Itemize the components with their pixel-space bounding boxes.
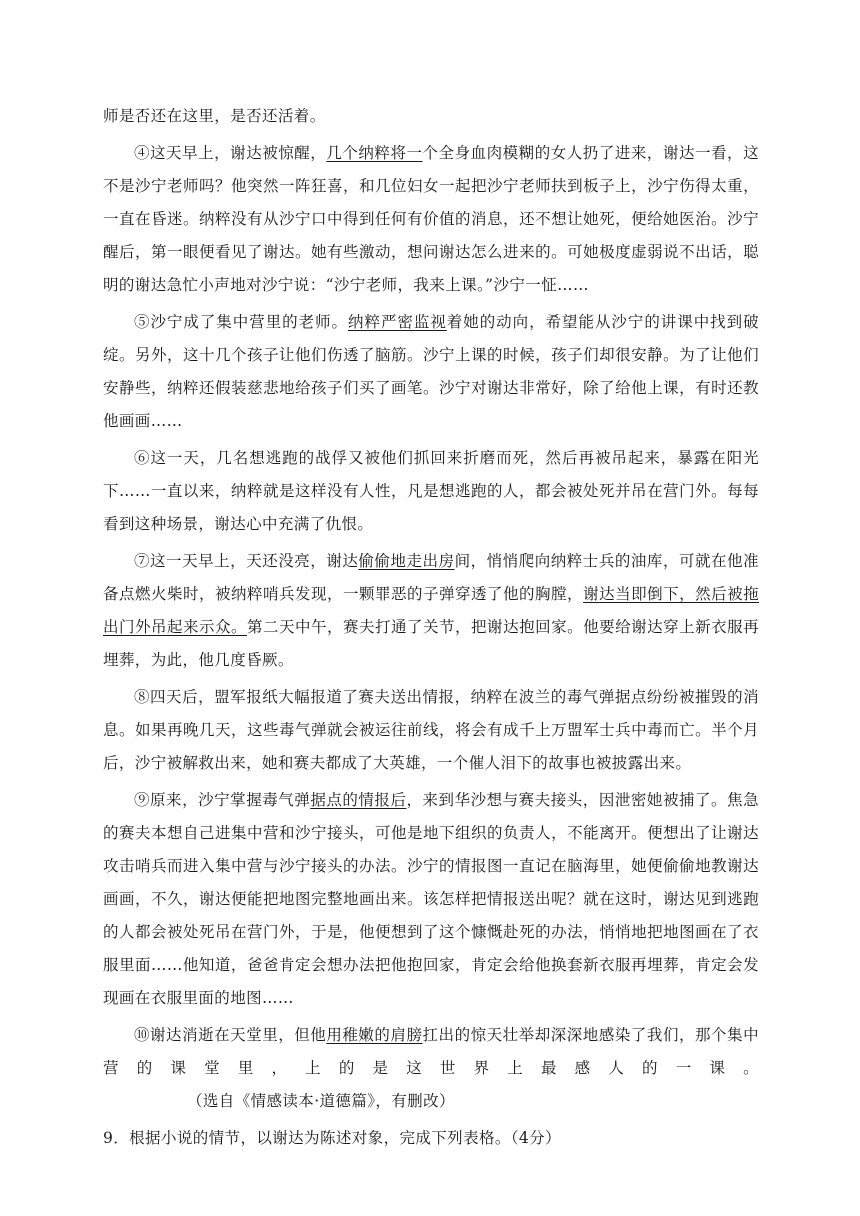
- underlined-phrase: 几个纳粹将一: [326, 144, 423, 162]
- underlined-phrase: 纳粹严密监视: [348, 313, 447, 331]
- text-segment: ⑧四天后，盟军报纸大幅报道了赛夫送出情报，纳粹在波兰的毒气弹据点纷纷被摧毁的消息。如果再晚几天，这些毒气弹就会被运往前线，将会有成千上万盟军士兵中毒而亡。半个月后，沙宁被解救出来，她和赛夫都成了大英雄，一个催人泪下的故事也被披露出来。: [103, 688, 759, 772]
- passage: [103, 100, 759, 1118]
- text-segment: 着她的动向，希望能从沙宁的讲课中找到破绽。另外，这十几个孩子让他们伤透了脑筋。沙宁上课的时候，孩子们却很安静。为了让他们安静些，纳粹还假装慈悲地给孩子们买了画笔。沙宁对谢达非常好，除了给他上课，有时还教他画画……: [103, 313, 760, 430]
- paragraph-p6: [103, 442, 759, 541]
- text-segment: ⑩谢达消逝在天堂里，但他: [134, 1026, 327, 1044]
- text-segment: ⑦这一天早上，天还没亮，谢达: [134, 552, 359, 570]
- text-segment: 第二天中午，赛夫打通了关节，把谢达抱回家。他要给谢达穿上新衣服再埋葬，为此，他几度昏厥。: [103, 618, 759, 669]
- text-segment: ⑥这一天，几名想逃跑的战俘又被他们抓回来折磨而死，然后再被吊起来，暴露在阳光下……一直以来，纳粹就是这样没有人性，凡是想逃跑的人，都会被处死并吊在营门外。每每看到这种场景，谢达心中充满了仇恨。: [103, 449, 759, 533]
- question-9: 9．根据小说的情节，以谢达为陈述对象，完成下列表格。（4分）: [103, 1129, 561, 1147]
- text-segment: 个全身血肉模糊的女人扔了进来，谢达一看，这不是沙宁老师吗？他突然一阵狂喜，和几位妇女一起把沙宁老师扶到板子上，沙宁伤得太重，一直在昏迷。纳粹没有从沙宁口中得到任何有价值的消息，还不想让她死，便给她医治。沙宁醒后，第一眼便看见了谢达。她有些激动，想问谢达怎么进来的。可她极度虚弱说不出话，聪明的谢达急忙小声地对沙宁说：“沙宁老师，我来上课。”沙宁一怔……: [103, 144, 759, 294]
- paragraph-p4: [103, 137, 759, 302]
- text-segment: 间，悄悄爬向纳粹士兵的油库，可就在他准备点燃火柴时，被纳粹哨兵发现，一颗罪恶的子弹穿透了他的胸膛，: [103, 552, 759, 603]
- paragraph-p10: [103, 1019, 759, 1118]
- document-page: [103, 100, 759, 1155]
- text-segment: ④这天早上，谢达被惊醒，: [134, 144, 327, 162]
- text-segment: ⑨原来，沙宁掌握毒气弹: [134, 791, 311, 809]
- underlined-phrase: 谢达当即倒下，然后被拖出门外吊起来示众。: [103, 585, 759, 636]
- underlined-phrase: 用稚嫩的肩膀: [326, 1026, 423, 1044]
- underlined-phrase: 偷偷地走出房: [358, 552, 455, 570]
- paragraph-p-intro: [103, 100, 759, 133]
- underlined-phrase: 据点的情报后: [310, 791, 407, 809]
- text-segment: ⑤沙宁成了集中营里的老师。: [134, 313, 349, 331]
- text-segment: 扛出的惊天壮举却深深地感染了我们，那个集中营的课堂里，上的是这世界上最感人的一课。: [103, 1026, 759, 1077]
- paragraph-p8: [103, 681, 759, 780]
- paragraph-p5: [103, 306, 759, 438]
- text-segment: 师是否还在这里，是否还活着。: [103, 107, 326, 125]
- source-citation: （选自《情感读本·道德篇》，有删改）: [187, 1092, 455, 1110]
- paragraph-p9: [103, 784, 759, 1015]
- paragraph-p7: [103, 545, 759, 677]
- text-segment: ，来到华沙想与赛夫接头，因泄密她被捕了。焦急的赛夫本想自己进集中营和沙宁接头，可他是地下组织的负责人，不能离开。便想出了让谢达攻击哨兵而进入集中营与沙宁接头的办法。沙宁的情报图一直记在脑海里，她便偷偷地教谢达画画，不久，谢达便能把地图完整地画出来。该怎样把情报送出呢？就在这时，谢达见到逃跑的人都会被处死吊在营门外，于是，他便想到了这个慷慨赴死的办法，悄悄地把地图画在了衣服里面……他知道，爸爸肯定会想办法把他抱回家，肯定会给他换套新衣服再埋葬，肯定会发现画在衣服里面的地图……: [103, 791, 759, 1007]
